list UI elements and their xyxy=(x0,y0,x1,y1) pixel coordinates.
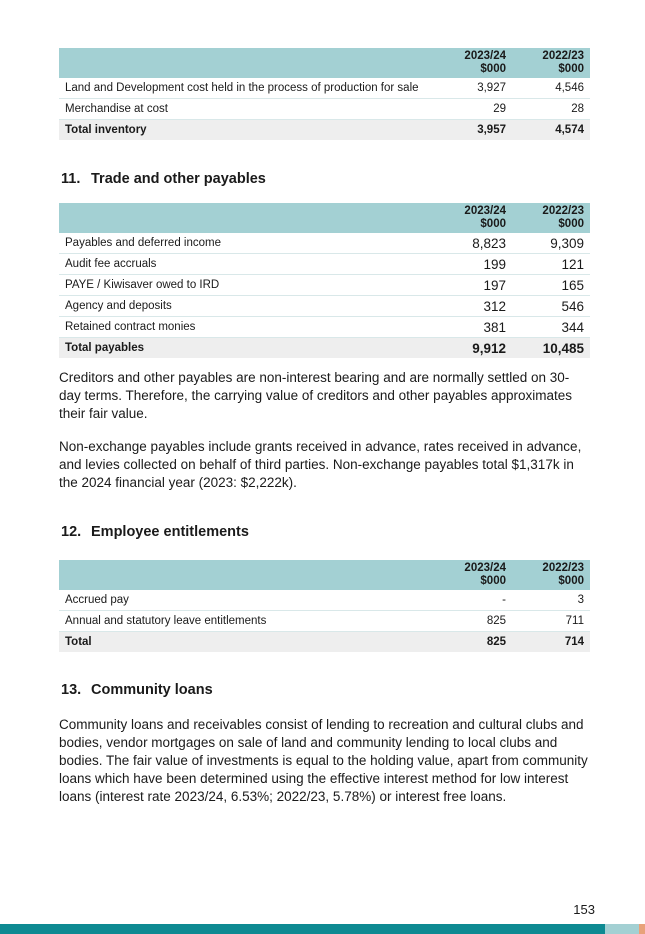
inventory-table xyxy=(59,48,590,140)
payables-table xyxy=(59,203,590,358)
total-row xyxy=(59,338,590,359)
total-value-2023-24: 9,912 xyxy=(435,338,512,359)
header-2022-23: 2022/23 $000 xyxy=(512,560,590,590)
table-row xyxy=(59,254,590,275)
row-label: Audit fee accruals xyxy=(59,254,435,275)
row-value-2023-24: 199 xyxy=(435,254,512,275)
row-value-2022-23: 165 xyxy=(512,275,590,296)
row-value-2023-24: 312 xyxy=(435,296,512,317)
total-value-2023-24: 3,957 xyxy=(435,120,512,141)
total-row xyxy=(59,120,590,141)
table-row xyxy=(59,78,590,99)
row-value-2023-24: 381 xyxy=(435,317,512,338)
row-value-2022-23: 28 xyxy=(512,99,590,120)
table-header-row xyxy=(59,203,590,233)
row-label: Payables and deferred income xyxy=(59,233,435,254)
table-row xyxy=(59,275,590,296)
row-label: Annual and statutory leave entitlements xyxy=(59,611,435,632)
table-row xyxy=(59,233,590,254)
total-label: Total payables xyxy=(59,338,435,359)
total-value-2022-23: 714 xyxy=(512,632,590,653)
table-header-row xyxy=(59,560,590,590)
table-row xyxy=(59,611,590,632)
row-value-2023-24: - xyxy=(435,590,512,611)
footer-bar-accent xyxy=(639,924,645,934)
header-label-cell xyxy=(59,203,435,233)
row-value-2023-24: 3,927 xyxy=(435,78,512,99)
header-2023-24: 2023/24 $000 xyxy=(435,560,512,590)
header-2022-23: 2022/23 $000 xyxy=(512,203,590,233)
header-2023-24: 2023/24 $000 xyxy=(435,48,512,78)
row-label: PAYE / Kiwisaver owed to IRD xyxy=(59,275,435,296)
page-number: 153 xyxy=(573,902,595,917)
table-header-row xyxy=(59,48,590,78)
section-13-heading: 13. Community loans xyxy=(61,682,213,698)
row-label: Land and Development cost held in the process of production for sale xyxy=(59,78,435,99)
total-row xyxy=(59,632,590,653)
row-value-2022-23: 4,546 xyxy=(512,78,590,99)
row-value-2023-24: 825 xyxy=(435,611,512,632)
row-label: Retained contract monies xyxy=(59,317,435,338)
row-value-2023-24: 29 xyxy=(435,99,512,120)
payables-paragraph-2: Non-exchange payables include grants received in advance, rates received in advance, and levies collected on behalf of third parties. Non-exchange payables total $1,317k in the 2024 financial year (2023: $2,222k). xyxy=(59,439,582,490)
table-row xyxy=(59,317,590,338)
total-value-2022-23: 10,485 xyxy=(512,338,590,359)
row-value-2022-23: 3 xyxy=(512,590,590,611)
header-label-cell xyxy=(59,48,435,78)
employee-entitlements-table xyxy=(59,560,590,652)
total-label: Total xyxy=(59,632,435,653)
footer-bar-light xyxy=(605,924,639,934)
row-label: Merchandise at cost xyxy=(59,99,435,120)
table-row xyxy=(59,99,590,120)
row-label: Agency and deposits xyxy=(59,296,435,317)
row-value-2022-23: 121 xyxy=(512,254,590,275)
row-label: Accrued pay xyxy=(59,590,435,611)
total-label: Total inventory xyxy=(59,120,435,141)
section-12-heading: 12. Employee entitlements xyxy=(61,524,249,540)
table-row xyxy=(59,296,590,317)
row-value-2022-23: 711 xyxy=(512,611,590,632)
header-label-cell xyxy=(59,560,435,590)
header-2023-24: 2023/24 $000 xyxy=(435,203,512,233)
total-value-2023-24: 825 xyxy=(435,632,512,653)
community-loans-paragraph: Community loans and receivables consist of lending to recreation and cultural clubs and bodies, vendor mortgages on sale of land and community lending to local clubs and bodies. The fair value of investments is equal to the holding value, apart from community loans which have been determined using the effective interest method for low interest loans (interest rate 2023/24, 6.53%; 2022/23, 5.78%) or interest free loans. xyxy=(59,717,588,804)
table-row xyxy=(59,590,590,611)
row-value-2023-24: 8,823 xyxy=(435,233,512,254)
header-2022-23: 2022/23 $000 xyxy=(512,48,590,78)
payables-paragraph-1: Creditors and other payables are non-interest bearing and are normally settled on 30-day terms. Therefore, the carrying value of creditors and other payables approximates their fair value. xyxy=(59,370,573,421)
row-value-2022-23: 546 xyxy=(512,296,590,317)
row-value-2023-24: 197 xyxy=(435,275,512,296)
row-value-2022-23: 344 xyxy=(512,317,590,338)
row-value-2022-23: 9,309 xyxy=(512,233,590,254)
total-value-2022-23: 4,574 xyxy=(512,120,590,141)
section-11-heading: 11. Trade and other payables xyxy=(61,171,266,187)
footer-bar xyxy=(0,924,605,934)
